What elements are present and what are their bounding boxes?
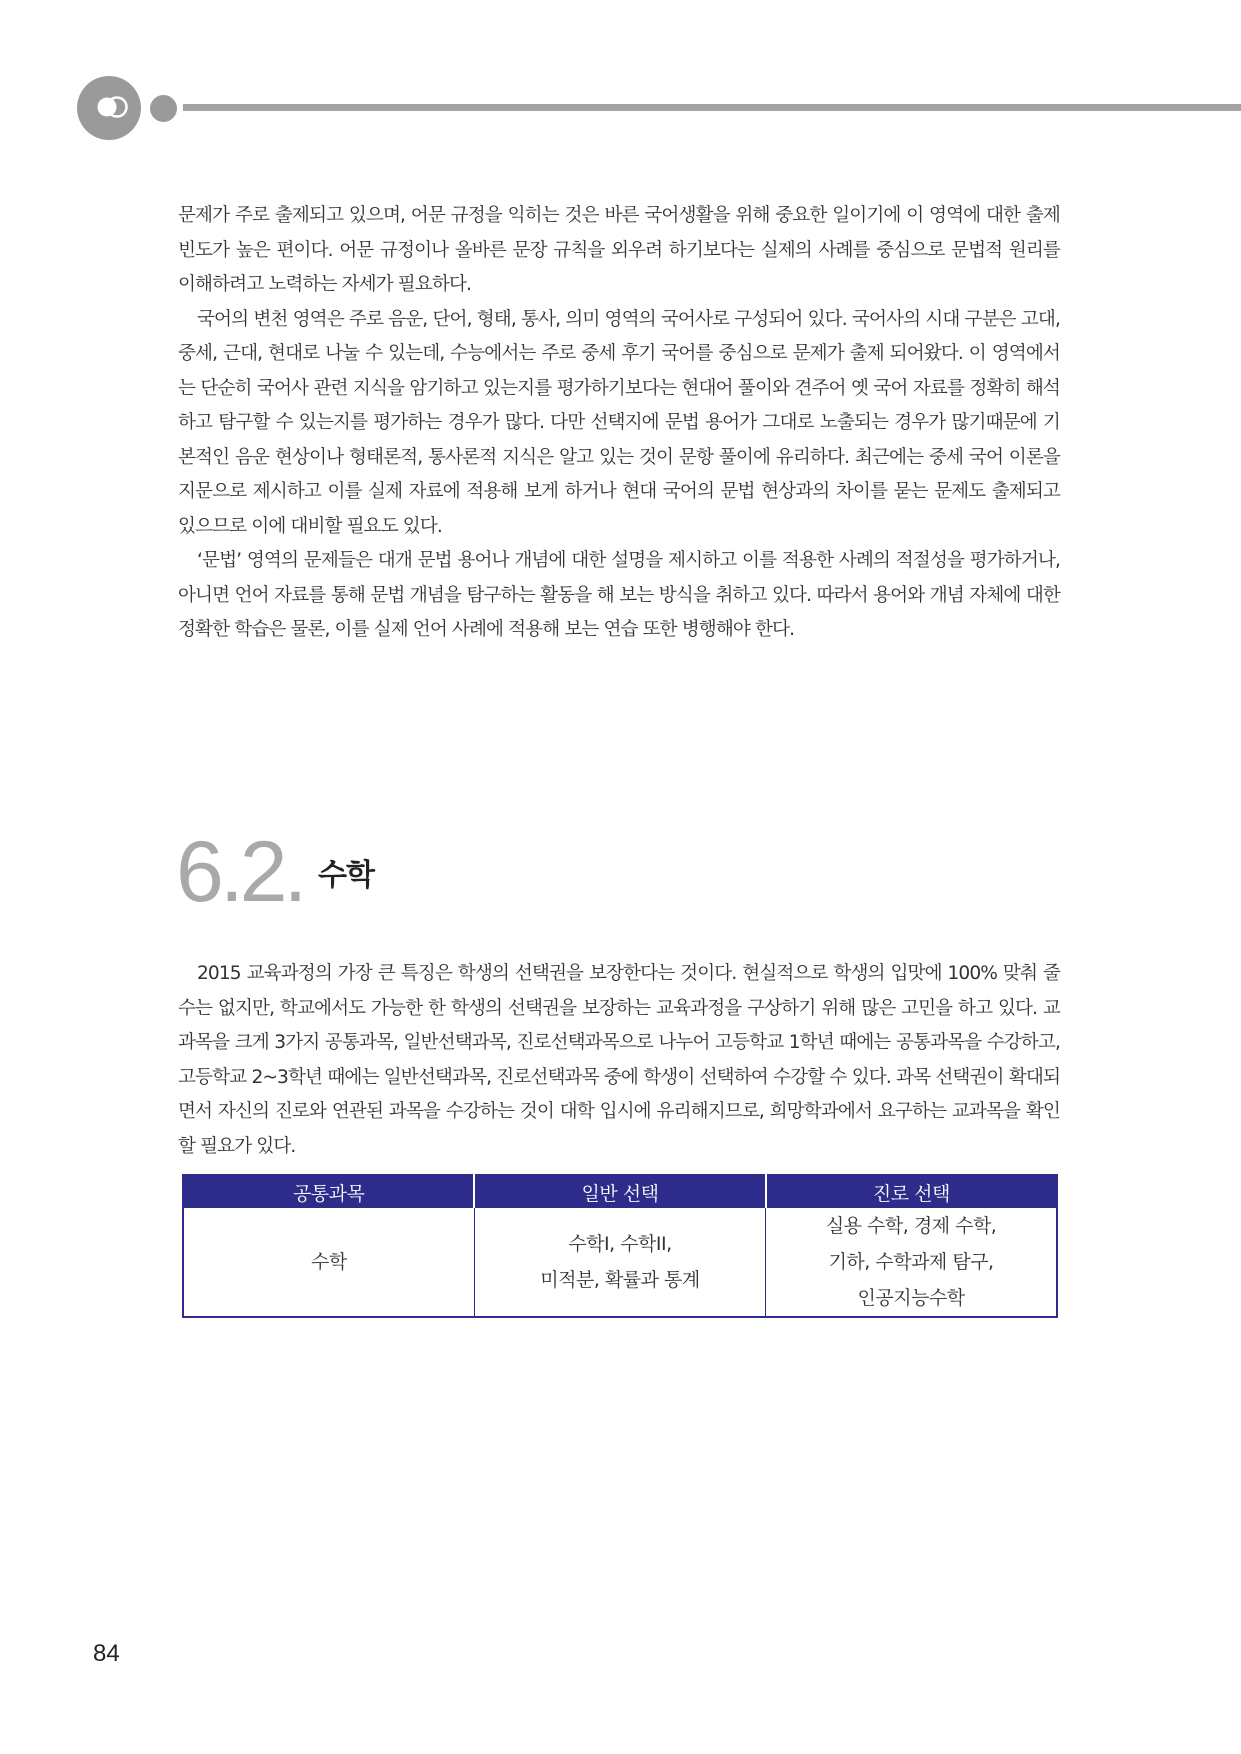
cell-text: 인공지능수학: [857, 1287, 965, 1309]
intro-paragraph: ‘문법’ 영역의 문제들은 대개 문법 용어나 개념에 대한 설명을 제시하고 이를 적용한 사례의 적절성을 평가하거나, 아니면 언어 자료를 통해 문법 개념을 탐구하는 활동을 해 보는 방식을 취하고 있다. 따라서 용어와 개념 자체에 대한 정확한 학습은 물론, 이를 실제 언어 사례에 적용해 보는 연습 또한 병행해야 한다.: [178, 550, 1060, 640]
section-text: [178, 957, 1060, 1164]
cell-text: 기하, 수학과제 탐구,: [828, 1251, 994, 1273]
course-table: [182, 1174, 1058, 1318]
header-general: 일반 선택: [474, 1175, 765, 1208]
section-number: 6.2.: [176, 824, 304, 920]
section-title: 수학: [318, 858, 374, 893]
table-header-row: [183, 1175, 1057, 1208]
header-ring-icon: [96, 96, 128, 118]
table-row: [183, 1208, 1057, 1317]
intro-paragraph: 국어의 변천 영역은 주로 음운, 단어, 형태, 통사, 의미 영역의 국어사로 구성되어 있다. 국어사의 시대 구분은 고대, 중세, 근대, 현대로 나눌 수 있는데, 수능에서는 주로 중세 후기 국어를 중심으로 문제가 출제 되어왔다. 이 영역에서는 단순히 국어사 관련 지식을 암기하고 있는지를 평가하기보다는 현대어 풀이와 견주어 옛 국어 자료를 정확히 해석하고 탐구할 수 있는지를 평가하는 경우가 많다. 다만 선택지에 문법 용어가 그대로 노출되는 경우가 많기때문에 기본적인 음운 현상이나 형태론적, 통사론적 지식은 알고 있는 것이 문항 풀이에 유리하다. 최근에는 중세 국어 이론을 지문으로 제시하고 이를 실제 자료에 적용해 보게 하거나 현대 국어의 문법 현상과의 차이를 묻는 문제도 출제되고 있으므로 이에 대비할 필요도 있다.: [178, 308, 1060, 537]
cell-career: [766, 1208, 1057, 1317]
header-career: 진로 선택: [766, 1175, 1057, 1208]
cell-text: 실용 수학, 경제 수학,: [825, 1215, 997, 1237]
cell-text: 수학I, 수학II,: [568, 1233, 672, 1255]
page-number: 84: [93, 1640, 120, 1667]
cell-common: [183, 1208, 474, 1317]
header-common: 공통과목: [183, 1175, 474, 1208]
header-rule: [183, 104, 1241, 111]
cell-text: 수학: [311, 1251, 347, 1273]
cell-general: [474, 1208, 765, 1317]
cell-text: 미적분, 확률과 통계: [540, 1269, 700, 1291]
intro-paragraph: 문제가 주로 출제되고 있으며, 어문 규정을 익히는 것은 바른 국어생활을 위해 중요한 일이기에 이 영역에 대한 출제 빈도가 높은 편이다. 어문 규정이나 올바른 문장 규칙을 외우려 하기보다는 실제의 사례를 중심으로 문법적 원리를 이해하려고 노력하는 자세가 필요하다.: [178, 205, 1060, 295]
intro-text: [178, 199, 1060, 648]
header-decoration-dot: [150, 95, 177, 122]
section-paragraph: 2015 교육과정의 가장 큰 특징은 학생의 선택권을 보장한다는 것이다. 현실적으로 학생의 입맛에 100% 맞춰 줄 수는 없지만, 학교에서도 가능한 한 학생의 선택권을 보장하는 교육과정을 구상하기 위해 많은 고민을 하고 있다. 교과목을 크게 3가지 공통과목, 일반선택과목, 진로선택과목으로 나누어 고등학교 1학년 때에는 공통과목을 수강하고, 고등학교 2~3학년 때에는 일반선택과목, 진로선택과목 중에 학생이 선택하여 수강할 수 있다. 과목 선택권이 확대되면서 자신의 진로와 연관된 과목을 수강하는 것이 대학 입시에 유리해지므로, 희망학과에서 요구하는 교과목을 확인할 필요가 있다.: [178, 963, 1060, 1157]
